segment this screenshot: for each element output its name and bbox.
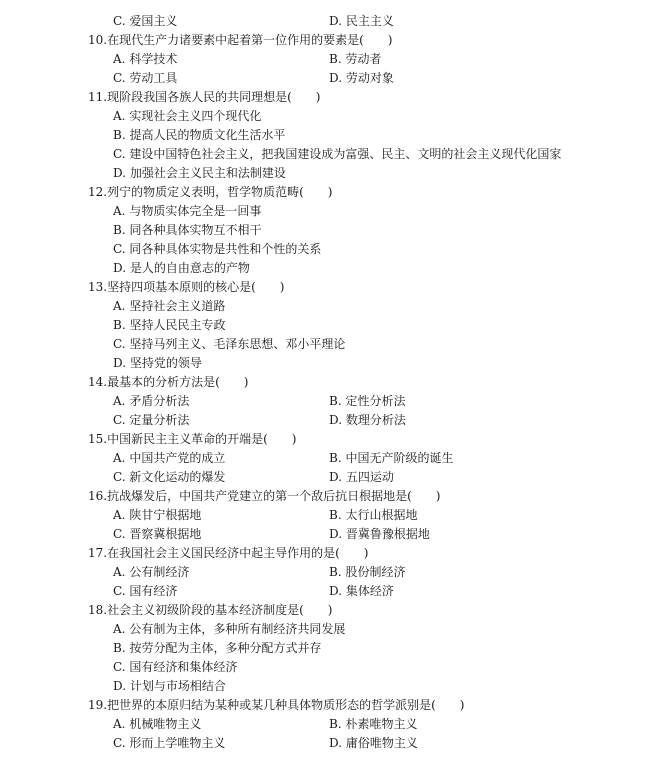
question-stem (88, 373, 248, 392)
option-c (113, 658, 237, 677)
option-label: B. (113, 128, 126, 142)
option-label: A. (113, 299, 126, 313)
option-text: 公有制经济 (129, 565, 190, 579)
option-text: 中国无产阶级的诞生 (345, 451, 454, 465)
option-c (113, 582, 177, 601)
option-label: A. (113, 451, 126, 465)
option-text: 加强社会主义民主和法制建设 (129, 166, 286, 180)
option-text: 建设中国特色社会主义，把我国建设成为富强、民主、文明的社会主义现代化国家 (129, 147, 562, 161)
option-text: 民主主义 (345, 14, 394, 28)
option-label: C. (113, 337, 126, 351)
option-a (113, 50, 177, 69)
option-label: D. (113, 166, 127, 180)
option-d (113, 259, 250, 278)
option-text: 坚持党的领导 (129, 356, 202, 370)
option-d (113, 164, 286, 183)
option-b (329, 50, 381, 69)
option-d (113, 354, 202, 373)
option-text: 坚持社会主义道路 (129, 299, 226, 313)
option-text: 公有制为主体，多种所有制经济共同发展 (129, 622, 346, 636)
option-label: A. (113, 717, 126, 731)
option-text: 晋冀鲁豫根据地 (345, 527, 430, 541)
option-a (113, 297, 225, 316)
option-label: D. (329, 584, 343, 598)
option-text: 集体经济 (345, 584, 394, 598)
question-text: 在现代生产力诸要素中起着第一位作用的要素是( ) (107, 33, 393, 47)
question-stem (88, 696, 464, 715)
question-stem (88, 31, 392, 50)
option-label: C. (113, 14, 126, 28)
option-text: 劳动者 (345, 52, 382, 66)
option-text: 形而上学唯物主义 (129, 736, 226, 750)
option-c (113, 145, 561, 164)
option-b (113, 639, 321, 658)
option-text: 机械唯物主义 (129, 717, 202, 731)
option-a (113, 449, 225, 468)
option-c (113, 69, 177, 88)
option-text: 中国共产党的成立 (129, 451, 226, 465)
option-a (113, 107, 261, 126)
option-text: 劳动工具 (129, 71, 178, 85)
option-label: B. (329, 52, 342, 66)
option-b (113, 316, 225, 335)
question-number: 15. (88, 432, 108, 446)
question-text: 坚持四项基本原则的核心是( ) (107, 280, 285, 294)
option-a (113, 715, 201, 734)
option-b (329, 563, 405, 582)
option-label: B. (113, 223, 126, 237)
question-stem (88, 544, 368, 563)
option-text: 与物质实体完全是一回事 (129, 204, 262, 218)
question-text: 现阶段我国各族人民的共同理想是( ) (107, 90, 321, 104)
option-label: D. (329, 413, 343, 427)
option-label: C. (113, 242, 126, 256)
question-number: 18. (88, 603, 108, 617)
option-b (329, 392, 405, 411)
option-text: 坚持马列主义、毛泽东思想、邓小平理论 (129, 337, 346, 351)
option-a (113, 202, 261, 221)
question-text: 在我国社会主义国民经济中起主导作用的是( ) (107, 546, 369, 560)
question-number: 17. (88, 546, 108, 560)
option-text: 晋察冀根据地 (129, 527, 202, 541)
option-text: 五四运动 (345, 470, 394, 484)
option-label: C. (113, 527, 126, 541)
option-text: 实现社会主义四个现代化 (129, 109, 262, 123)
option-d (329, 525, 430, 544)
question-stem (88, 430, 296, 449)
option-text: 计划与市场相结合 (129, 679, 226, 693)
option-d (329, 411, 406, 430)
option-label: D. (113, 679, 127, 693)
option-c (113, 734, 225, 753)
option-label: A. (113, 394, 126, 408)
option-label: B. (113, 641, 126, 655)
option-text: 定量分析法 (129, 413, 190, 427)
option-text: 按劳分配为主体，多种分配方式并存 (129, 641, 322, 655)
option-text: 庸俗唯物主义 (345, 736, 418, 750)
option-label: B. (329, 565, 342, 579)
option-text: 提高人民的物质文化生活水平 (129, 128, 286, 142)
question-number: 10. (88, 33, 108, 47)
option-d (329, 468, 394, 487)
question-number: 14. (88, 375, 108, 389)
option-label: D. (329, 14, 343, 28)
option-label: C. (113, 584, 126, 598)
option-c-carry (113, 12, 177, 31)
question-text: 列宁的物质定义表明，哲学物质范畴( ) (107, 185, 333, 199)
option-label: C. (113, 71, 126, 85)
option-text: 劳动对象 (345, 71, 394, 85)
option-label: D. (329, 71, 343, 85)
question-stem (88, 88, 320, 107)
option-d (329, 69, 394, 88)
option-d (113, 677, 226, 696)
option-c (113, 525, 201, 544)
question-number: 13. (88, 280, 108, 294)
option-text: 定性分析法 (345, 394, 406, 408)
question-text: 抗战爆发后，中国共产党建立的第一个敌后抗日根据地是( ) (107, 489, 441, 503)
option-label: C. (113, 413, 126, 427)
option-b (329, 449, 453, 468)
option-text: 陕甘宁根据地 (129, 508, 202, 522)
question-number: 11. (88, 90, 108, 104)
question-number: 16. (88, 489, 108, 503)
option-text: 同各种具体实物互不相干 (129, 223, 262, 237)
option-label: A. (113, 565, 126, 579)
option-b (113, 126, 285, 145)
option-a (113, 620, 345, 639)
option-a (113, 506, 201, 525)
option-text: 同各种具体实物是共性和个性的关系 (129, 242, 322, 256)
question-text: 最基本的分析方法是( ) (107, 375, 249, 389)
option-label: B. (329, 717, 342, 731)
option-a (113, 392, 189, 411)
option-label: C. (113, 660, 126, 674)
question-text: 社会主义初级阶段的基本经济制度是( ) (107, 603, 333, 617)
option-label: D. (329, 470, 343, 484)
option-c (113, 411, 189, 430)
question-stem (88, 278, 284, 297)
option-label: D. (329, 527, 343, 541)
question-text: 中国新民主主义革命的开端是( ) (107, 432, 297, 446)
option-label: A. (113, 622, 126, 636)
question-number: 19. (88, 698, 108, 712)
question-stem (88, 183, 332, 202)
option-label: A. (113, 204, 126, 218)
option-label: B. (329, 508, 342, 522)
option-text: 坚持人民民主专政 (129, 318, 226, 332)
option-d (329, 582, 394, 601)
option-label: B. (329, 451, 342, 465)
option-c (113, 240, 321, 259)
option-b (329, 506, 417, 525)
option-text: 太行山根据地 (345, 508, 418, 522)
option-text: 矛盾分析法 (129, 394, 190, 408)
option-label: B. (329, 394, 342, 408)
question-stem (88, 487, 440, 506)
option-label: C. (113, 736, 126, 750)
option-label: C. (113, 470, 126, 484)
question-text: 把世界的本原归结为某种或某几种具体物质形态的哲学派别是( ) (107, 698, 465, 712)
option-label: A. (113, 109, 126, 123)
option-a (113, 563, 189, 582)
option-label: A. (113, 52, 126, 66)
question-number: 12. (88, 185, 108, 199)
option-c (113, 468, 225, 487)
option-b (329, 715, 417, 734)
option-label: D. (329, 736, 343, 750)
option-label: D. (113, 356, 127, 370)
option-text: 朴素唯物主义 (345, 717, 418, 731)
option-text: 新文化运动的爆发 (129, 470, 226, 484)
option-text: 爱国主义 (129, 14, 178, 28)
option-label: A. (113, 508, 126, 522)
option-label: C. (113, 147, 126, 161)
option-text: 科学技术 (129, 52, 178, 66)
option-d (329, 734, 418, 753)
option-label: D. (113, 261, 127, 275)
option-c (113, 335, 345, 354)
option-b (113, 221, 261, 240)
option-text: 数理分析法 (345, 413, 406, 427)
option-text: 国有经济和集体经济 (129, 660, 238, 674)
question-stem (88, 601, 332, 620)
option-text: 股份制经济 (345, 565, 406, 579)
option-label: B. (113, 318, 126, 332)
option-d-carry (329, 12, 394, 31)
option-text: 国有经济 (129, 584, 178, 598)
option-text: 是人的自由意志的产物 (129, 261, 250, 275)
